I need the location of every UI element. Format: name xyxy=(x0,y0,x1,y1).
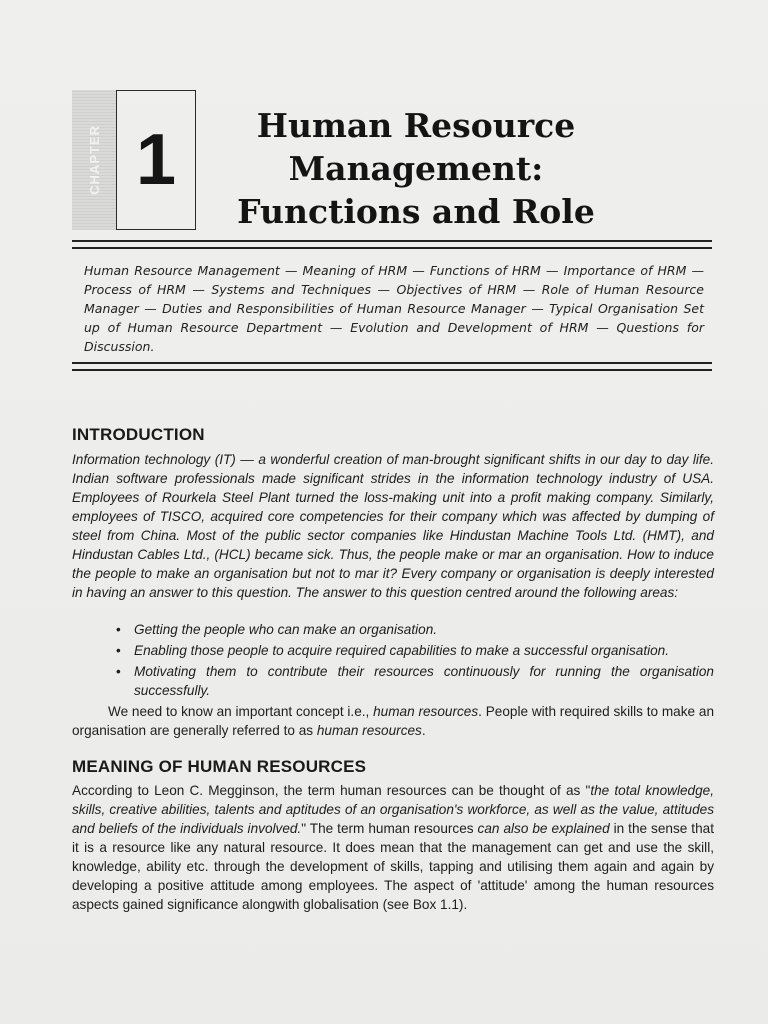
list-item xyxy=(116,620,714,639)
list-item xyxy=(116,662,714,700)
concept-emphasis: human resources xyxy=(316,723,422,738)
meaning-paragraph xyxy=(72,781,714,914)
bullet-icon: • xyxy=(116,664,121,679)
meaning-quote: the total knowledge, skills, creative abilities, talents and aptitudes of an organisation's workforce, as well as the value, attitudes and beliefs of the individuals involved. xyxy=(72,783,714,836)
chapter-number-box xyxy=(116,90,196,230)
meaning-text: in the sense that it is a resource like any natural resource. It does mean that the management can get and use the skill, knowledge, ability etc. through the development of skills, tapping and utilising them again and again by developing a positive attitude among employees. The aspect of 'attitude' among the human resources aspects gained significance alongwith globalisation (see Box 1.1). xyxy=(72,821,714,912)
bullet-icon: • xyxy=(116,622,121,637)
chapter-title-line: Management: xyxy=(288,149,544,188)
chapter-number: 1 xyxy=(135,120,177,200)
concept-emphasis: human resources xyxy=(373,704,479,719)
meaning-text: " The term human resources xyxy=(301,821,478,836)
concept-text: We need to know an important concept i.e., xyxy=(108,704,374,719)
concept-text: . People with required skills to make an organisation are generally referred to as xyxy=(72,704,714,738)
chapter-title-line: Functions and Role xyxy=(237,192,595,231)
chapter-title-line: Human Resource xyxy=(256,106,576,145)
list-item-text: Motivating them to contribute their resources continuously for running the organisation successfully. xyxy=(134,664,714,698)
section-heading-introduction: INTRODUCTION xyxy=(72,425,205,444)
divider-top xyxy=(72,240,712,249)
chapter-outline: Human Resource Management — Meaning of HRM — Functions of HRM — Importance of HRM — Process of HRM — Systems and Techniques — Objectives of HRM — Role of Human Resource Manager — Duties and Responsibilities of Human Resource Manager — Typical Organisation Set up of Human Resource Department — Evolution and Development of HRM — Questions for Discussion. xyxy=(84,263,704,354)
concept-text: . xyxy=(421,723,426,738)
section-heading-meaning: MEANING OF HUMAN RESOURCES xyxy=(72,757,367,776)
concept-paragraph xyxy=(72,702,714,740)
bullet-icon: • xyxy=(116,643,121,658)
chapter-title xyxy=(236,104,596,233)
list-item-text: Enabling those people to acquire required capabilities to make a successful organisation. xyxy=(134,643,670,658)
list-item xyxy=(116,641,714,660)
meaning-emphasis: can also be explained xyxy=(477,821,610,836)
introduction-paragraph: Information technology (IT) — a wonderful creation of man-brought significant shifts in our day to day life. Indian software professionals made significant strides in the information technology industry of USA. Employees of Rourkela Steel Plant turned the loss-making unit into a profit making company. Similarly, employees of TISCO, acquired core competencies for their company which was affected by dumping of steel from China. Most of the public sector companies like Hindustan Machine Tools Ltd. (HMT), and Hindustan Cables Ltd., (HCL) became sick. Thus, the people make or mar an organisation. How to induce the people to make an organisation but not to mar it? Every company or organisation is deeply interested in having an answer to this question. The answer to this question centred around the following areas: xyxy=(72,452,714,600)
chapter-label-strip xyxy=(72,90,116,230)
chapter-label: CHAPTER xyxy=(86,125,102,195)
meaning-text: According to Leon C. Megginson, the term human resources can be thought of as " xyxy=(72,783,591,798)
introduction-bullet-list xyxy=(116,620,714,702)
divider-bottom xyxy=(72,362,712,371)
list-item-text: Getting the people who can make an organisation. xyxy=(134,622,438,637)
